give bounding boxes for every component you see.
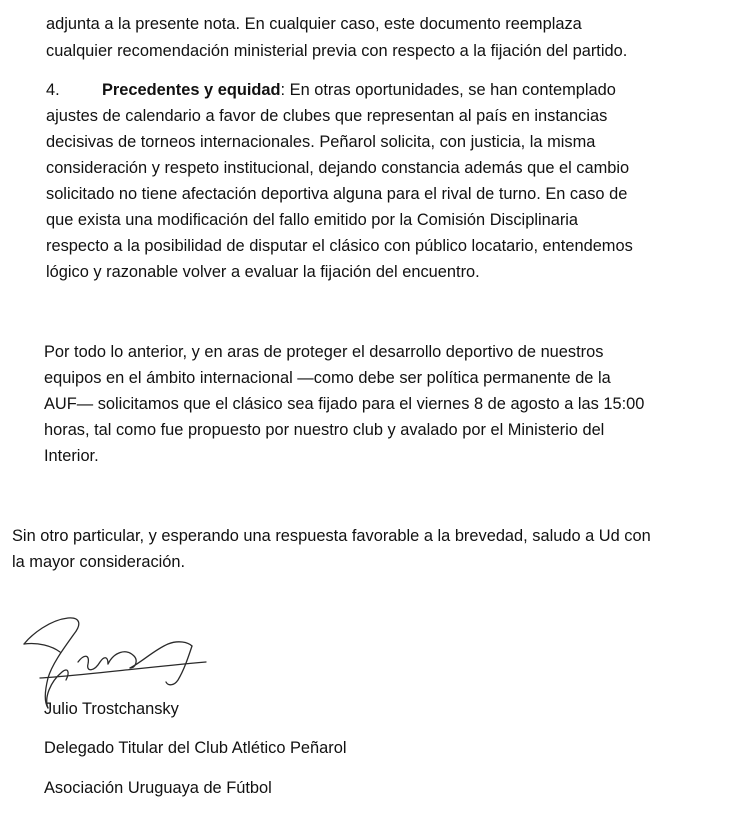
conclusion-line-5: Interior. bbox=[44, 447, 99, 465]
conclusion-line-3: AUF— solicitamos que el clásico sea fijado para el viernes 8 de agosto a las 15:00 bbox=[44, 395, 645, 413]
signatory-title: Delegado Titular del Club Atlético Peñarol bbox=[44, 739, 347, 757]
item4-heading: Precedentes y equidad bbox=[102, 81, 281, 99]
conclusion-line-1: Por todo lo anterior, y en aras de proteger el desarrollo deportivo de nuestros bbox=[44, 343, 604, 361]
handwritten-signature bbox=[18, 612, 218, 712]
signatory-name: Julio Trostchansky bbox=[44, 700, 179, 718]
signatory-organization: Asociación Uruguaya de Fútbol bbox=[44, 779, 272, 797]
item4-line-4: consideración y respeto institucional, dejando constancia además que el cambio bbox=[46, 159, 630, 177]
item4-line-7: respecto a la posibilidad de disputar el clásico con público locatario, entendemos bbox=[46, 237, 633, 255]
conclusion-line-2: equipos en el ámbito internacional —como debe ser política permanente de la bbox=[44, 369, 611, 387]
closing-line-2: la mayor consideración. bbox=[12, 553, 186, 571]
item4-line-2: ajustes de calendario a favor de clubes que representan al país en instancias bbox=[46, 107, 608, 125]
item4-line-3: decisivas de torneos internacionales. Peñarol solicita, con justicia, la misma bbox=[46, 133, 596, 151]
item-number: 4. bbox=[46, 81, 60, 99]
item4-line-8: lógico y razonable volver a evaluar la fijación del encuentro. bbox=[46, 263, 480, 281]
item4-first-line bbox=[102, 80, 616, 100]
closing-line-1: Sin otro particular, y esperando una respuesta favorable a la brevedad, saludo a Ud con bbox=[12, 527, 651, 545]
conclusion-line-4: horas, tal como fue propuesto por nuestro club y avalado por el Ministerio del bbox=[44, 421, 605, 439]
item4-line-5: solicitado no tiene afectación deportiva alguna para el rival de turno. En caso de bbox=[46, 185, 628, 203]
item4-first-line-rest: : En otras oportunidades, se han contemplado bbox=[280, 81, 616, 99]
intro-line-1: adjunta a la presente nota. En cualquier caso, este documento reemplaza bbox=[46, 15, 582, 33]
intro-line-2: cualquier recomendación ministerial previa con respecto a la fijación del partido. bbox=[46, 42, 628, 60]
item4-line-6: que exista una modificación del fallo emitido por la Comisión Disciplinaria bbox=[46, 211, 579, 229]
